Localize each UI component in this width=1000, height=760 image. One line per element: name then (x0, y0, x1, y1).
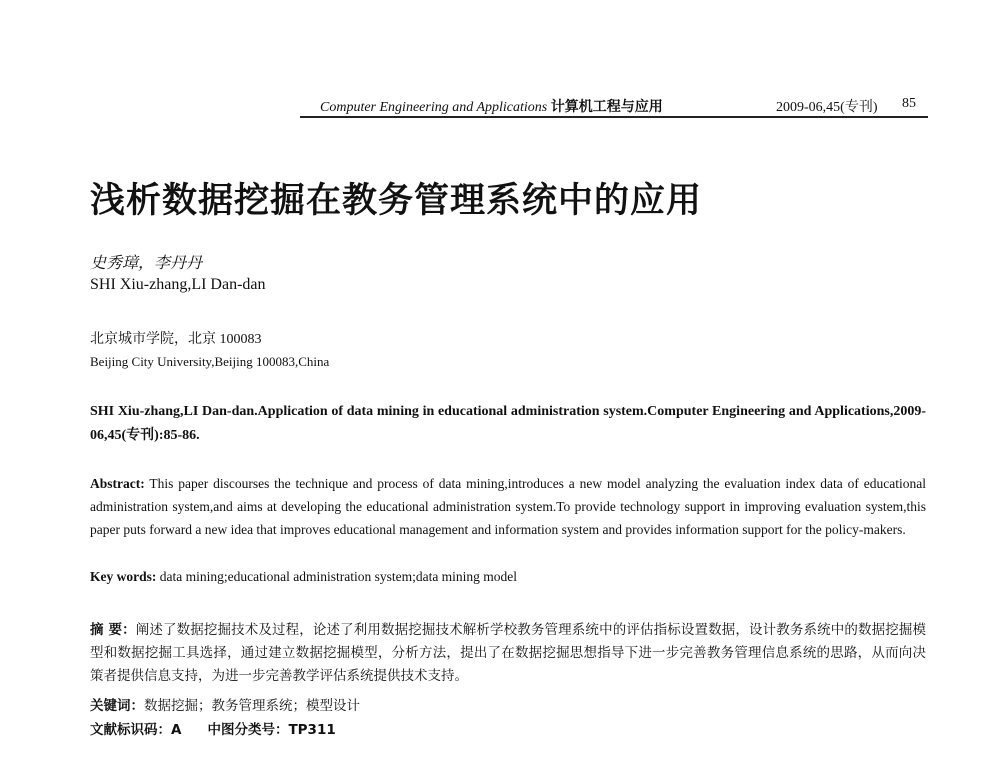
abstract-en-label: Abstract: (90, 476, 145, 491)
keywords-en (90, 569, 517, 585)
doc-code: 文献标识码：A (90, 722, 182, 738)
keywords-en-label: Key words: (90, 569, 157, 584)
page-number: 85 (902, 96, 916, 111)
classification (90, 718, 336, 738)
affiliation-en: Beijing City University,Beijing 100083,China (90, 354, 330, 369)
class-number: 中图分类号：TP311 (207, 722, 336, 738)
running-header (290, 94, 940, 116)
abstract-cn-text: 阐述了数据挖掘技术及过程，论述了利用数据挖掘技术解析学校教务管理系统中的评估指标设置数据，设计教务系统中的数据挖掘模型和数据挖掘工具选择，通过建立数据挖掘模型，分析方法，提出了在数据挖掘思想指导下进一步完善教务管理信息系统的思路，从而向决策者提供信息支持，为进一步完善教学评估系统提供技术支持。 (90, 622, 927, 684)
abstract-cn (90, 619, 926, 688)
header-rule (300, 116, 928, 118)
journal-name (320, 96, 663, 116)
keywords-cn-label: 关键词： (90, 698, 144, 714)
journal-name-cn: 计算机工程与应用 (550, 100, 663, 115)
abstract-cn-label: 摘 要： (90, 622, 136, 638)
citation: SHI Xiu-zhang,LI Dan-dan.Application of data mining in educational administration system.Computer Engineering and Applications,2009-06,45(专刊):85-86. (90, 404, 926, 443)
abstract-en-text: This paper discourses the technique and process of data mining,introduces a new model analyzing the evaluation index data of educational administration system,and aims at developing the educational administration system.To provide technology support in improving evaluation system,this paper puts forward a new idea that improves educational management and information system and provides information support for the policy-makers. (90, 476, 926, 537)
journal-name-en: Computer Engineering and Applications (320, 100, 548, 115)
authors-cn: 史秀璋，李丹丹 (90, 255, 203, 272)
keywords-cn-text: 数据挖掘；教务管理系统；模型设计 (144, 698, 360, 714)
keywords-en-text: data mining;educational administration system;data mining model (159, 569, 518, 584)
authors-en: SHI Xiu-zhang,LI Dan-dan (90, 276, 266, 293)
paper-title: 浅析数据挖掘在教务管理系统中的应用 (90, 180, 703, 221)
abstract-en (90, 472, 926, 541)
issue-date: 2009-06,45(专刊) (776, 100, 878, 115)
keywords-cn (90, 694, 360, 714)
affiliation-cn: 北京城市学院，北京 100083 (90, 332, 262, 347)
